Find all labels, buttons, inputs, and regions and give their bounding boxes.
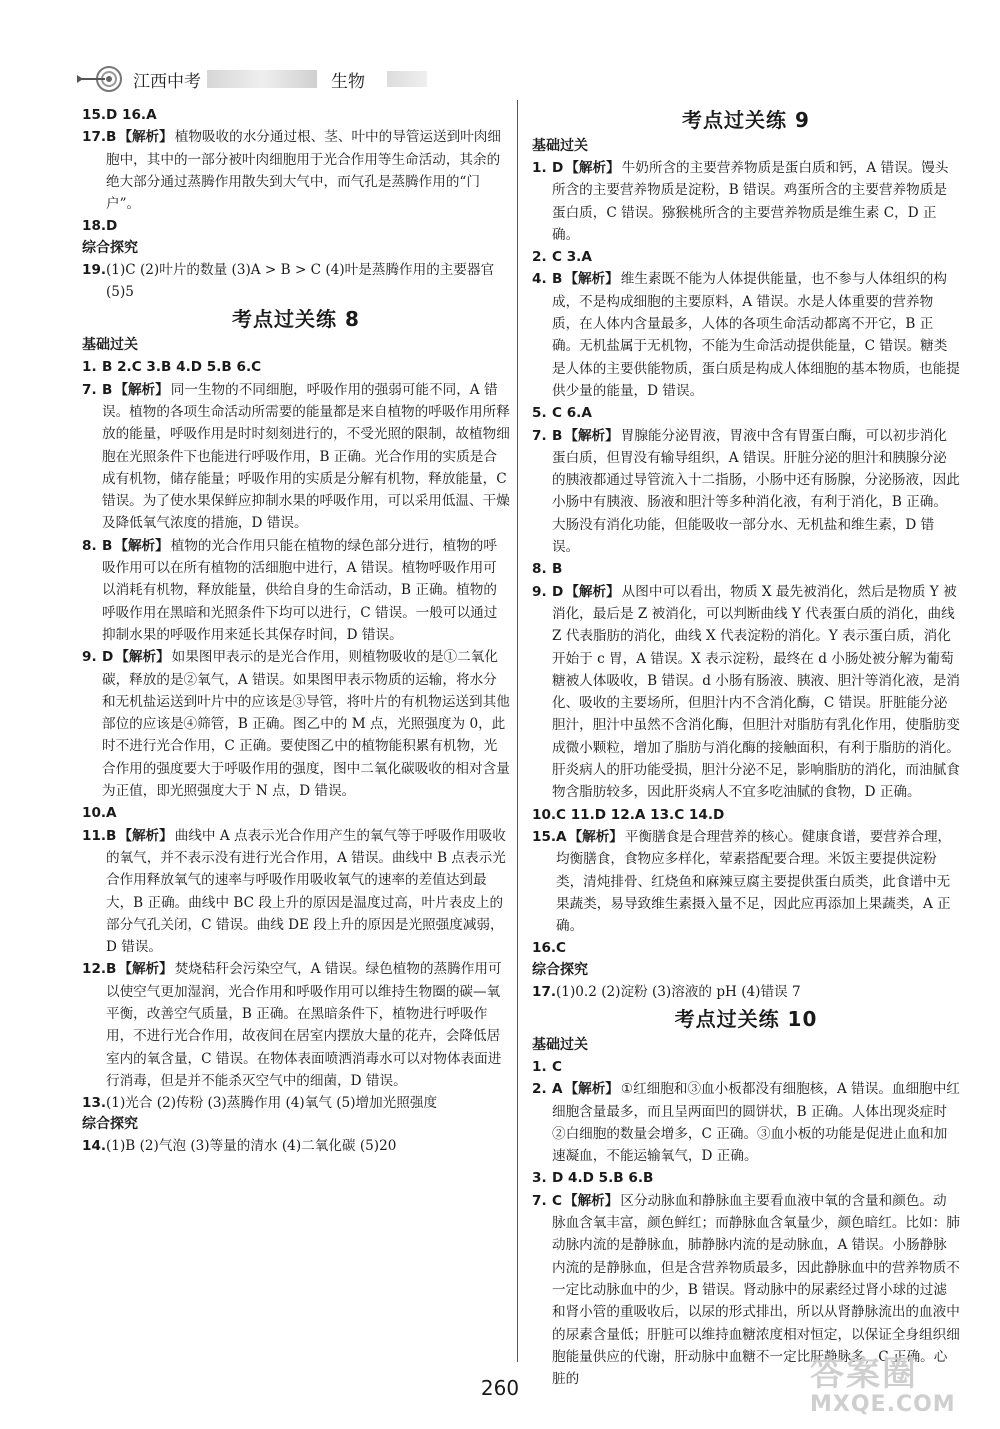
answer-list [532,1056,960,1390]
answer-text: C [552,1058,562,1075]
answer-text: B [106,129,117,146]
question-number: 2. [532,1081,547,1098]
answer-text: B [552,427,563,444]
answer-text: C 3.A [552,249,592,266]
answer-item [532,425,960,559]
answer-item [532,804,960,826]
subject-label: 生物 [331,71,365,92]
answer-item [82,356,510,378]
answer-item [532,558,960,580]
question-number: 7. [82,381,97,398]
answer-text: C [552,1192,562,1209]
page-header [75,62,475,96]
question-number: 5. [532,405,547,422]
question-number: 17. [82,129,107,146]
analysis-text: 同一生物的不同细胞，呼吸作用的强弱可能不同，A 错误。植物的各项生命活动所需要的能量都是来自植物的呼吸作用所释放的能量，呼吸作用是时时刻刻进行的，不受光照的限制，故植物细胞在光照条件下也能进行呼吸作用，B 正确。光合作用的实质是合成有机物，储存能量；呼吸作用的实质是分解有机物，释放能量，C 错误。为了使水果保鲜应抑制水果的呼吸作用，可以采用低温、干燥及降低氧气浓度的措施，D 错误。 [102,381,510,532]
analysis-text: 区分动脉血和静脉血主要看血液中氧的含量和颜色。动脉血含氧丰富，颜色鲜红；而静脉血含氧量少，颜色暗红。比如：肺动脉内流的是静脉血，肺静脉内流的是动脉血，A 错误。小肠静脉内流的是静脉血，但是含营养物质最多，因此静脉血中的营养物质不一定比动脉血中的少，B 错误。肾动脉中的尿素经过肾小球的过滤和肾小管的重吸收后，以尿的形式排出，所以从肾静脉流出的血液中的尿素含量低；肝脏可以维持血糖浓度相对恒定，以保证全身组织细胞能量供应的代谢，肝动脉中血糖不一定比肝静脉多，C 正确。心脏的 [552,1192,960,1388]
watermark-url: MXQE.COM [810,1392,956,1417]
answer-text: (1)B (2)气泡 (3)等量的清水 (4)二氧化碳 (5)20 [106,1138,397,1155]
answer-item [82,825,510,959]
book-logo-icon [75,64,127,94]
answer-item [532,937,960,959]
question-number: 11. [82,827,107,844]
analysis-text: 曲线中 A 点表示光合作用产生的氧气等于呼吸作用吸收的氧气，并不表示没有进行光合作用，A 错误。曲线中 B 点表示光合作用释放氧气的速率与呼吸作用吸收氧气的速率的差值达到最大，B 正确。曲线中 BC 段上升的原因是温度过高，叶片表皮上的部分气孔关闭，C 错误。曲线 DE 段上升的原因是光照强度减弱，D 错误。 [106,827,506,956]
answer-item [82,215,510,237]
answer-text: D 4.D 5.B 6.B [552,1170,654,1187]
question-number: 19. [82,261,107,278]
answer-item [532,268,960,402]
header-decor-band-small [387,71,427,87]
watermark-text: 答案圈 [810,1354,918,1394]
analysis-tag: 【解析】 [114,381,169,398]
subsection-heading: 综合探究 [532,961,588,978]
answer-item [532,826,960,937]
analysis-tag: 【解析】 [564,1081,619,1098]
answer-text: (1)0.2 (2)淀粉 (3)溶液的 pH (4)错误 7 [556,983,801,1000]
question-number: 17. [532,983,557,1000]
analysis-text: 如果图甲表示的是光合作用，则植物吸收的是①二氧化碳，释放的是②氧气，A 错误。如果图甲表示物质的运输，将水分和无机盐运送到叶片中的应该是③导管，将叶片的有机物运送到其他部位的应该是④筛管，B 正确。图乙中的 M 点，光照强度为 0，此时不进行光合作用，C 正确。要使图乙中的植物能积累有机物，光合作用的强度要大于呼吸作用的强度，图中二氧化碳吸收的相对含量为正值，即光照强度大于 N 点，D 错误。 [102,649,510,800]
page-number: 260 [480,1376,520,1400]
analysis-tag: 【解析】 [563,1192,619,1209]
subsection-heading: 基础过关 [82,337,138,354]
question-number: 9. [532,583,547,600]
answer-list [82,259,510,304]
section-title: 考点过关练 10 [674,1006,818,1031]
answer-text: C 11.D 12.A 13.C 14.D [556,806,725,823]
answer-text: A [556,828,567,845]
left-column [82,104,510,1158]
answer-text: A [552,1081,563,1098]
subsection-heading: 基础过关 [532,1036,588,1053]
answer-item [82,535,510,646]
answer-item [532,581,960,804]
answer-text: C [556,940,566,957]
answer-list [82,1135,510,1157]
answer-item [532,1167,960,1189]
section-title: 考点过关练 9 [682,108,810,132]
question-number: 8. [532,561,547,578]
question-number: 3. [532,1170,547,1187]
question-number: 1. [82,359,97,376]
answer-text: B [102,537,113,554]
answer-item [82,1135,510,1157]
question-number: 1. [532,1058,547,1075]
question-number: 4. [532,271,547,288]
answer-item [532,246,960,268]
answer-text: B [106,827,117,844]
answer-item [82,1092,510,1114]
question-number: 7. [532,427,547,444]
answer-item [532,981,960,1003]
question-number: 10. [532,806,557,823]
question-number: 8. [82,537,97,554]
answer-item [82,104,510,126]
analysis-text: 平衡膳食是合理营养的核心。健康食谱，要营养合理，均衡膳食，食物应多样化，荤素搭配要合理。米饭主要提供淀粉类，清炖排骨、红烧鱼和麻辣豆腐主要提供蛋白质类，此食谱中无果蔬类，易导致维生素摄入量不足，因此应再添加上果蔬类，A 正确。 [556,828,952,935]
answer-item [82,646,510,802]
question-number: 10. [82,805,107,822]
answer-text: B [102,381,113,398]
question-number: 18. [82,218,107,235]
analysis-tag: 【解析】 [118,129,173,146]
answer-text: B 2.C 3.B 4.D 5.B 6.C [102,359,262,376]
answer-item [532,402,960,424]
analysis-tag: 【解析】 [118,827,173,844]
answer-text: B [552,561,563,578]
right-column [532,104,960,1390]
answer-item [82,802,510,824]
question-number: 12. [82,961,107,978]
analysis-text: 植物吸收的水分通过根、茎、叶中的导管运送到叶肉细胞中，其中的一部分被叶肉细胞用于光合作用等生命活动，其余的绝大部分通过蒸腾作用散失到大气中，而气孔是蒸腾作用的“门户”。 [106,129,501,213]
question-number: 16. [532,940,557,957]
answer-text: D [106,218,118,235]
subsection-heading: 基础过关 [532,138,588,154]
analysis-tag: 【解析】 [565,160,620,176]
answer-item [82,126,510,215]
question-number: 7. [532,1192,547,1209]
answer-item [532,1078,960,1167]
question-number: 2. [532,249,547,266]
answer-text: A [106,805,117,822]
watermark [810,1356,980,1422]
answer-list [82,356,510,1114]
question-number: 13. [82,1095,107,1112]
analysis-text: 植物的光合作用只能在植物的绿色部分进行，植物的呼吸作用可以在所有植物的活细胞中进行，A 错误。植物呼吸作用可以消耗有机物，释放能量，供给自身的生命活动，B 正确。植物的呼吸作用在黑暗和光照条件下均可以进行，C 错误。一般可以通过抑制水果的呼吸作用来延长其保存时间，D 错误。 [102,537,498,643]
analysis-tag: 【解析】 [118,961,173,978]
analysis-text: 胃腺能分泌胃液，胃液中含有胃蛋白酶，可以初步消化蛋白质，但胃没有输导组织，A 错误。肝脏分泌的胆汁和胰腺分泌的胰液都通过导管流入十二指肠，小肠中还有肠腺，分泌肠液，因此小肠中有胰液、肠液和胆汁等多种消化液，有利于消化，B 正确。大肠没有消化功能，但能吸收一部分水、无机盐和维生素，D 错误。 [552,427,960,556]
analysis-text: ①红细胞和③血小板都没有细胞核，A 错误。血细胞中红细胞含量最多，而且呈两面凹的圆饼状，B 正确。人体出现炎症时②白细胞的数量会增多，C 正确。③血小板的功能是促进止血和加速凝血，不能运输氧气，D 正确。 [552,1081,960,1165]
question-number: 9. [82,649,97,666]
analysis-tag: 【解析】 [564,427,619,444]
answer-item [82,259,510,304]
answer-text: C 6.A [552,405,592,422]
answer-list [82,104,510,238]
answer-item [532,1056,960,1078]
analysis-tag: 【解析】 [115,649,170,666]
header-decor-band [207,70,317,88]
analysis-text: 从图中可以看出，物质 X 最先被消化，然后是物质 Y 被消化，最后是 Z 被消化，可以判断曲线 Y 代表蛋白质的消化，曲线 Z 代表脂肪的消化，曲线 X 代表淀粉的消化。Y 表示蛋白质，消化开始于 c 胃，A 错误。X 表示淀粉，最终在 d 小肠处被分解为葡萄糖被人体吸收，B 错误。d 小肠有肠液、胰液、胆汁等消化液，是消化、吸收的主要场所，但胆汁内不含消化酶，C 错误。肝脏能分泌胆汁，胆汁中虽然不含消化酶，但胆汁对脂肪有乳化作用，使脂肪变成微小颗粒，增加了脂肪与消化酶的接触面积，有利于脂肪的消化。肝炎病人的肝功能受损，胆汁分泌不足，影响脂肪的消化，而油腻食物含脂肪较多，因此肝炎病人不宜多吃油腻的食物，D 正确。 [552,583,960,801]
answer-list [532,981,960,1003]
answer-text: D [102,649,114,666]
answer-item [532,157,960,246]
answer-text: (1)光合 (2)传粉 (3)蒸腾作用 (4)氧气 (5)增加光照强度 [106,1095,438,1112]
analysis-text: 维生素既不能为人体提供能量，也不参与人体组织的构成，不是构成细胞的主要原料，A 错误。水是人体重要的营养物质，在人体内含量最多，人体的各项生命活动都离不开它，B 正确。无机盐属于无机物，不能为生命活动提供能量，C 错误。糖类是人体的主要供能物质，蛋白质是构成人体细胞的基本物质，也能提供少量的能量，D 错误。 [552,271,960,399]
subsection-heading: 综合探究 [82,239,138,256]
question-number: 15. [82,107,107,123]
answer-list [532,157,960,960]
answer-text: B [106,961,117,978]
question-number: 15. [532,828,557,845]
analysis-tag: 【解析】 [568,828,623,845]
question-number: 1. [532,160,547,176]
answer-text: B [552,271,563,288]
answer-text: D [552,160,564,176]
answer-text: D 16.A [106,107,157,123]
series-title: 江西中考 [133,71,201,92]
answer-text: D [552,583,564,600]
section-title: 考点过关练 8 [232,307,360,332]
analysis-text: 牛奶所含的主要营养物质是蛋白质和钙，A 错误。馒头所含的主要营养物质是淀粉，B 错误。鸡蛋所含的主要营养物质是蛋白质，C 错误。猕猴桃所含的主要营养物质是维生素 C，D 正确。 [552,160,949,243]
column-divider [517,100,518,1362]
analysis-tag: 【解析】 [564,271,619,288]
answer-text: (1)C (2)叶片的数量 (3)A > B > C (4)叶是蒸腾作用的主要器官 (5)5 [106,261,495,301]
subsection-heading: 综合探究 [82,1116,138,1133]
analysis-text: 焚烧秸秆会污染空气，A 错误。绿色植物的蒸腾作用可以使空气更加湿润，光合作用和呼吸作用可以维持生物圈的碳—氧平衡，改善空气质量，B 正确。在黑暗条件下，植物进行呼吸作用，不进行光合作用，故夜间在居室内摆放大量的花卉，会降低居室内的氧含量，C 错误。在物体表面喷洒消毒水可以对物体表面进行消毒，但是并不能杀灭空气中的细菌，D 错误。 [106,961,502,1089]
analysis-tag: 【解析】 [565,583,620,600]
answer-item [82,958,510,1092]
question-number: 14. [82,1138,107,1155]
analysis-tag: 【解析】 [114,537,169,554]
answer-item [82,379,510,535]
